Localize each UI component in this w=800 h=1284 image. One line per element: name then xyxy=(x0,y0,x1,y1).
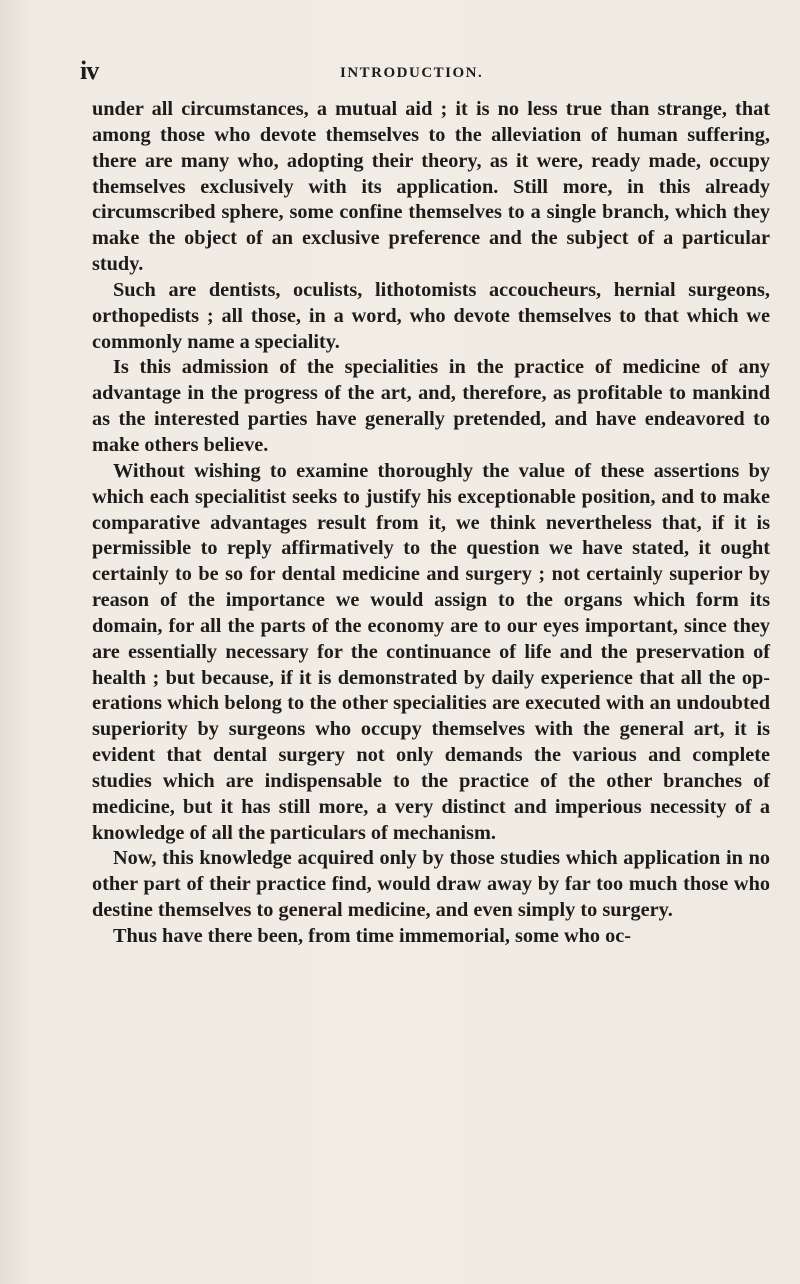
paragraph-5: Now, this knowledge acquired only by those studies which application in no other part of their practice find, would draw away by far too much those who destine themselves to general medicine, and even simply to surgery. xyxy=(92,847,770,922)
body-text xyxy=(92,97,770,950)
paragraph-3: Is this admission of the specialities in the practice of medicine of any advantage in the progress of the art, and, therefore, as profitable to mankind as the interested parties have generally pretended, and have endeavored to make others believe. xyxy=(92,356,770,456)
running-head: INTRODUCTION. xyxy=(340,65,484,81)
paragraph-4: Without wishing to examine thoroughly the value of these assertions by which each specialitist seeks to justify his exceptionable position, and to make comparative advantages result from it, we think nevertheless that, if it is permissible to reply affirmatively to the question we have stated, it ought certainly to be so for dental medicine and surgery ; not certainly superior by reason of the importance we would assign to the organs which form its domain, for all the parts of the economy are to our eyes important, since they are essentially necessary for the continuance of life and the preservation of health ; but because, if it is demonstrated by daily experience that all the operations which belong to the other specialities are executed with an undoubted superiority by surgeons who occupy themselves with the general art, it is evident that dental surgery not only demands the various and complete studies which are indispensable to the practice of the other branches of medicine, but it has still more, a very distinct and imperious necessity of a knowledge of all the particulars of mechanism. xyxy=(92,459,770,844)
page-header xyxy=(70,56,770,90)
paragraph-1: under all circumstances, a mutual aid ; it is no less true than strange, that among those who devote themselves to the alleviation of human suffering, there are many who, adopting their theory, as it were, ready made, occupy themselves exclusively with its application. Still more, in this already circumscribed sphere, some confine themselves to a single branch, which they make the object of an exclusive preference and the subject of a particular study. xyxy=(92,98,770,276)
paragraph-2: Such are dentists, oculists, lithotomists accoucheurs, hernial surgeons, orthopedists ; all those, in a word, who devote themselves to that which we commonly name a speciality. xyxy=(92,278,770,353)
page-number: iv xyxy=(80,56,99,85)
paragraph-6: Thus have there been, from time immemorial, some who oc- xyxy=(113,925,632,947)
